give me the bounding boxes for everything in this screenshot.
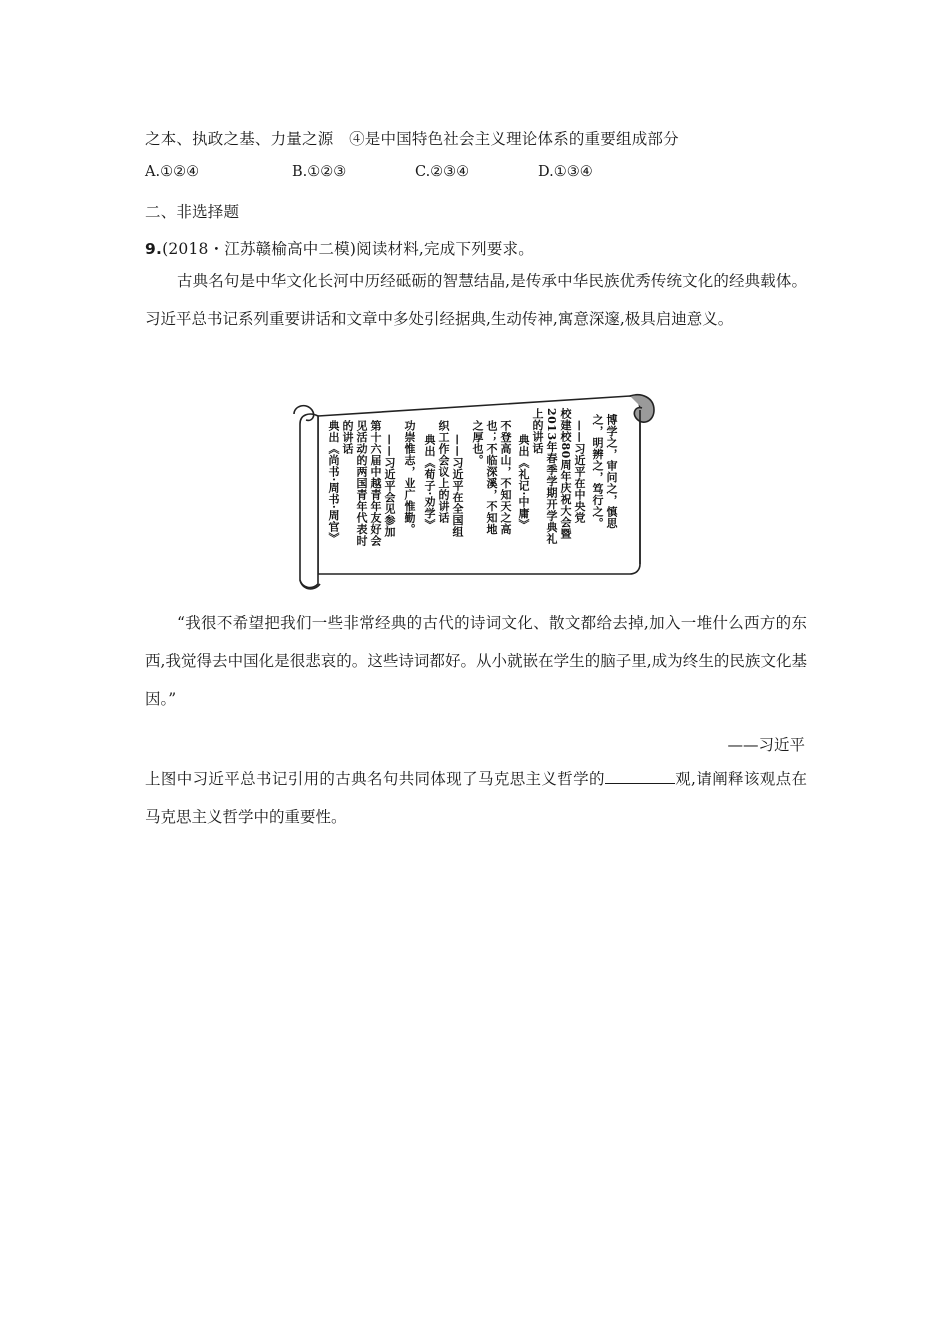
option-b: B.①②③	[292, 164, 347, 180]
quote-author: ——习近平	[727, 736, 805, 754]
task-text-after: 观,请阐释该观点在马克思主义哲学中的重要性。	[145, 770, 807, 826]
scroll-column: ——习近平在全国组	[451, 434, 464, 538]
scroll-column: 不登高山，不知天之高	[499, 420, 512, 535]
scroll-column: 典出《尚书·周书·周官》	[327, 420, 340, 544]
question-number: 9.	[145, 240, 163, 258]
option-c: C.②③④	[415, 164, 470, 180]
scroll-column: 第十六届中越青年友好会	[369, 420, 382, 547]
scroll-column: 博学之，审问之，慎思	[605, 414, 618, 529]
scroll-column: 的讲话	[341, 420, 354, 455]
scroll-illustration	[290, 384, 660, 594]
scroll-column: 典出《荀子·劝学》	[423, 434, 436, 531]
scroll-column: 见活动的两国青年代表时	[355, 420, 368, 547]
scroll-column: 也；不临深溪，不知地	[485, 420, 498, 535]
scroll-column: ——习近平在中央党	[573, 420, 586, 524]
prev-question-continuation: 之本、执政之基、力量之源 ④是中国特色社会主义理论体系的重要组成部分	[145, 130, 679, 148]
quote-paragraph: “我很不希望把我们一些非常经典的古代的诗词文化、散文都给去掉,加入一堆什么西方的东西,我觉得去中国化是很悲哀的。这些诗词都好。从小就嵌在学生的脑子里,成为终生的民族文化基因。”	[145, 614, 807, 708]
option-a: A.①②④	[145, 164, 200, 180]
question-source: (2018・江苏赣榆高中二模)阅读材料,完成下列要求。	[162, 240, 534, 258]
scroll-column: 典出《礼记·中庸》	[517, 434, 530, 531]
scroll-column: 上的讲话	[531, 408, 544, 454]
scroll-column: ——习近平会见参加	[383, 434, 396, 538]
scroll-column: 之厚也。	[471, 420, 484, 466]
section-heading: 二、非选择题	[145, 203, 240, 221]
scroll-column: 功崇惟志，业广惟勤。	[403, 420, 416, 535]
task-text-before: 上图中习近平总书记引用的古典名句共同体现了马克思主义哲学的	[145, 770, 605, 788]
scroll-column: 2013年春季学期开学典礼	[545, 408, 558, 545]
option-d: D.①③④	[538, 164, 593, 180]
scroll-column: 织工作会议上的讲话	[437, 420, 450, 524]
scroll-column: 校建校80周年庆祝大会暨	[559, 408, 572, 540]
question-header	[145, 237, 534, 259]
scroll-column: 之，明辨之，笃行之。	[591, 414, 604, 529]
task-paragraph	[145, 760, 807, 836]
material-paragraph: 古典名句是中华文化长河中历经砥砺的智慧结晶,是传承中华民族优秀传统文化的经典载体。习近平总书记系列重要讲话和文章中多处引经据典,生动传神,寓意深邃,极具启迪意义。	[145, 272, 807, 328]
answer-blank[interactable]	[605, 769, 675, 784]
